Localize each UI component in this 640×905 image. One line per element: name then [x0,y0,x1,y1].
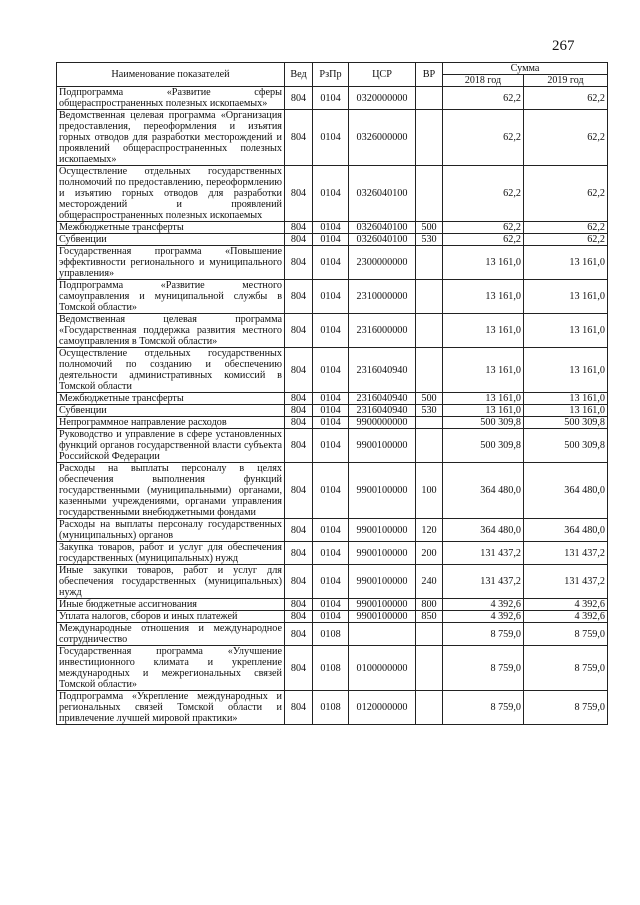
row-ved: 804 [285,463,313,519]
row-vr [416,166,443,222]
row-vr [416,623,443,646]
row-csr: 0326040100 [349,166,416,222]
row-csr: 0320000000 [349,87,416,110]
table-row [57,110,608,166]
row-rzpr: 0104 [313,565,349,599]
row-rzpr: 0104 [313,599,349,611]
row-rzpr: 0104 [313,393,349,405]
row-ved: 804 [285,246,313,280]
row-vr: 240 [416,565,443,599]
row-name: Государственная программа «Повышение эффективности регионального и муниципального управления» [57,246,285,280]
row-ved: 804 [285,87,313,110]
row-csr: 2316040940 [349,393,416,405]
row-rzpr: 0104 [313,280,349,314]
row-ved: 804 [285,519,313,542]
row-ved: 804 [285,599,313,611]
row-ved: 804 [285,393,313,405]
header-year-2019: 2019 год [524,75,608,87]
row-value-2018: 62,2 [443,110,524,166]
row-vr [416,691,443,725]
row-value-2018: 4 392,6 [443,611,524,623]
row-ved: 804 [285,405,313,417]
row-value-2018: 131 437,2 [443,565,524,599]
row-rzpr: 0108 [313,646,349,691]
row-value-2018: 364 480,0 [443,463,524,519]
row-vr [416,280,443,314]
row-csr: 9900100000 [349,565,416,599]
row-name: Непрограммное направление расходов [57,417,285,429]
row-ved: 804 [285,565,313,599]
table-row [57,222,608,234]
row-csr: 0326040100 [349,234,416,246]
row-ved: 804 [285,429,313,463]
table-row [57,565,608,599]
row-value-2018: 8 759,0 [443,691,524,725]
row-vr: 500 [416,393,443,405]
row-csr: 0326040100 [349,222,416,234]
row-ved: 804 [285,542,313,565]
header-year-2018: 2018 год [443,75,524,87]
row-value-2018: 13 161,0 [443,280,524,314]
row-value-2019: 13 161,0 [524,246,608,280]
row-name: Иные бюджетные ассигнования [57,599,285,611]
table-row [57,519,608,542]
row-ved: 804 [285,110,313,166]
row-value-2019: 13 161,0 [524,280,608,314]
row-name: Межбюджетные трансферты [57,222,285,234]
row-name: Государственная программа «Улучшение инвестиционного климата и укрепление международных и межрегиональных связей Томской области» [57,646,285,691]
row-name: Подпрограмма «Укрепление международных и региональных связей Томской области и привлечение лучшей мировой практики» [57,691,285,725]
row-value-2018: 500 309,8 [443,429,524,463]
row-value-2019: 62,2 [524,166,608,222]
row-rzpr: 0104 [313,166,349,222]
row-value-2018: 8 759,0 [443,623,524,646]
table-row [57,87,608,110]
row-value-2019: 62,2 [524,110,608,166]
row-value-2019: 8 759,0 [524,691,608,725]
row-rzpr: 0104 [313,87,349,110]
row-value-2018: 500 309,8 [443,417,524,429]
row-name: Уплата налогов, сборов и иных платежей [57,611,285,623]
row-ved: 804 [285,417,313,429]
row-ved: 804 [285,166,313,222]
row-vr: 850 [416,611,443,623]
row-vr: 530 [416,234,443,246]
table-row [57,405,608,417]
row-name: Осуществление отдельных государственных полномочий по созданию и обеспечению деятельности административных комиссий в Томской области [57,348,285,393]
header-vr: ВР [416,63,443,87]
row-csr: 0326000000 [349,110,416,166]
row-name: Осуществление отдельных государственных полномочий по предоставлению, переоформлению и изъятию горных отводов для разработки месторождений и проявлений общераспространенных полезных ископаемых [57,166,285,222]
row-csr: 9900100000 [349,611,416,623]
row-csr: 9900100000 [349,542,416,565]
row-value-2019: 13 161,0 [524,314,608,348]
row-rzpr: 0108 [313,691,349,725]
row-name: Ведомственная целевая программа «Организация предоставления, переоформления и изъятия горных отводов для разработки месторождений и проявлений общераспространенных полезных ископаемых» [57,110,285,166]
table-row [57,646,608,691]
row-value-2019: 62,2 [524,234,608,246]
row-value-2019: 8 759,0 [524,646,608,691]
table-header [57,63,608,87]
row-ved: 804 [285,691,313,725]
row-csr: 9900000000 [349,417,416,429]
row-value-2019: 13 161,0 [524,405,608,417]
row-value-2019: 131 437,2 [524,565,608,599]
row-value-2018: 13 161,0 [443,393,524,405]
row-value-2019: 500 309,8 [524,429,608,463]
row-vr [416,348,443,393]
row-ved: 804 [285,280,313,314]
row-value-2018: 8 759,0 [443,646,524,691]
row-ved: 804 [285,646,313,691]
row-vr [416,110,443,166]
table-body [57,87,608,725]
table-row [57,429,608,463]
row-rzpr: 0104 [313,246,349,280]
row-value-2019: 131 437,2 [524,542,608,565]
row-rzpr: 0104 [313,542,349,565]
row-value-2019: 62,2 [524,87,608,110]
row-vr: 800 [416,599,443,611]
row-rzpr: 0104 [313,519,349,542]
row-vr: 530 [416,405,443,417]
row-vr [416,429,443,463]
row-csr: 0100000000 [349,646,416,691]
row-value-2019: 8 759,0 [524,623,608,646]
table-row [57,246,608,280]
row-name: Ведомственная целевая программа «Государственная поддержка развития местного самоуправления в Томской области» [57,314,285,348]
row-csr: 9900100000 [349,429,416,463]
table-row [57,234,608,246]
page-number: 267 [552,38,575,54]
row-name: Расходы на выплаты персоналу в целях обеспечения выполнения функций государственными (муниципальными) органами, казенными учреждениями, органами управления государственными внебюджетными фондами [57,463,285,519]
row-csr: 2316040940 [349,405,416,417]
row-csr: 0120000000 [349,691,416,725]
row-vr [416,87,443,110]
row-name: Субвенции [57,405,285,417]
table-row [57,623,608,646]
row-value-2019: 13 161,0 [524,348,608,393]
row-ved: 804 [285,348,313,393]
row-ved: 804 [285,234,313,246]
row-name: Субвенции [57,234,285,246]
budget-table [56,62,608,725]
row-ved: 804 [285,623,313,646]
header-name: Наименование показателей [57,63,285,87]
row-name: Расходы на выплаты персоналу государственных (муниципальных) органов [57,519,285,542]
row-rzpr: 0104 [313,234,349,246]
row-rzpr: 0104 [313,222,349,234]
header-rzpr: РзПр [313,63,349,87]
row-value-2018: 62,2 [443,222,524,234]
row-value-2018: 13 161,0 [443,314,524,348]
row-vr: 100 [416,463,443,519]
row-csr: 2300000000 [349,246,416,280]
row-csr: 9900100000 [349,599,416,611]
header-ved: Вед [285,63,313,87]
row-value-2018: 13 161,0 [443,246,524,280]
row-value-2018: 13 161,0 [443,348,524,393]
row-value-2018: 131 437,2 [443,542,524,565]
row-csr: 9900100000 [349,463,416,519]
row-value-2019: 500 309,8 [524,417,608,429]
row-value-2018: 4 392,6 [443,599,524,611]
header-sum: Сумма [443,63,608,75]
table-row [57,542,608,565]
table-row [57,348,608,393]
table-row [57,393,608,405]
row-rzpr: 0104 [313,348,349,393]
row-value-2019: 62,2 [524,222,608,234]
row-csr: 2316000000 [349,314,416,348]
row-value-2018: 364 480,0 [443,519,524,542]
row-csr: 9900100000 [349,519,416,542]
table-row [57,611,608,623]
row-vr: 120 [416,519,443,542]
row-csr: 2316040940 [349,348,416,393]
row-vr: 200 [416,542,443,565]
row-vr: 500 [416,222,443,234]
row-name: Межбюджетные трансферты [57,393,285,405]
table-row [57,166,608,222]
row-vr [416,646,443,691]
row-value-2019: 364 480,0 [524,519,608,542]
row-value-2018: 62,2 [443,87,524,110]
row-rzpr: 0104 [313,463,349,519]
row-name: Подпрограмма «Развитие местного самоуправления и муниципальной службы в Томской области» [57,280,285,314]
row-rzpr: 0104 [313,110,349,166]
row-vr [416,417,443,429]
row-csr: 2310000000 [349,280,416,314]
row-name: Международные отношения и международное сотрудничество [57,623,285,646]
row-name: Руководство и управление в сфере установленных функций органов государственной власти субъекта Российской Федерации [57,429,285,463]
table-row [57,417,608,429]
row-rzpr: 0108 [313,623,349,646]
row-ved: 804 [285,314,313,348]
row-name: Подпрограмма «Развитие сферы общераспространенных полезных ископаемых» [57,87,285,110]
row-ved: 804 [285,222,313,234]
row-ved: 804 [285,611,313,623]
row-name: Иные закупки товаров, работ и услуг для обеспечения государственных (муниципальных) нужд [57,565,285,599]
table-row [57,314,608,348]
row-value-2019: 4 392,6 [524,599,608,611]
row-vr [416,314,443,348]
table-row [57,691,608,725]
table-row [57,599,608,611]
row-value-2019: 364 480,0 [524,463,608,519]
row-vr [416,246,443,280]
row-csr [349,623,416,646]
row-value-2019: 13 161,0 [524,393,608,405]
row-value-2018: 62,2 [443,166,524,222]
row-value-2018: 62,2 [443,234,524,246]
row-rzpr: 0104 [313,405,349,417]
row-rzpr: 0104 [313,417,349,429]
row-name: Закупка товаров, работ и услуг для обеспечения государственных (муниципальных) нужд [57,542,285,565]
table-row [57,280,608,314]
header-csr: ЦСР [349,63,416,87]
row-value-2018: 13 161,0 [443,405,524,417]
table-row [57,463,608,519]
row-rzpr: 0104 [313,429,349,463]
row-value-2019: 4 392,6 [524,611,608,623]
row-rzpr: 0104 [313,314,349,348]
row-rzpr: 0104 [313,611,349,623]
